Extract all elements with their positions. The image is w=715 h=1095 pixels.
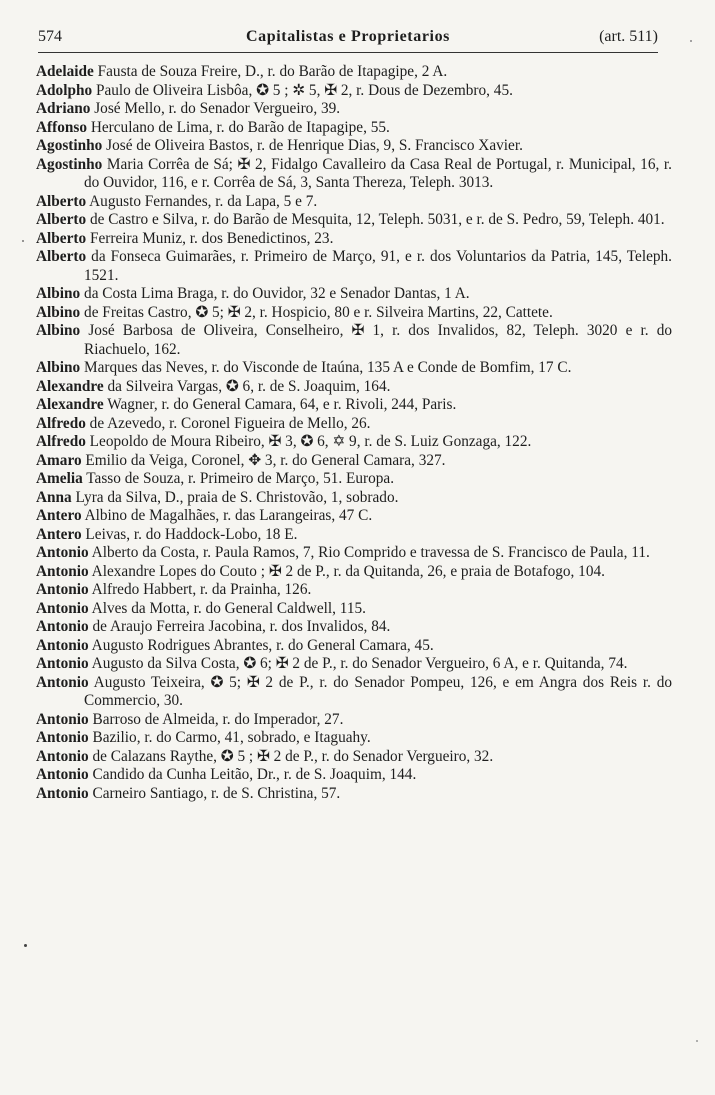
entry-details: Lyra da Silva, D., praia de S. Christovão, 1, sobrado. — [71, 488, 399, 506]
directory-entry — [36, 655, 672, 674]
entry-name: Adolpho — [36, 81, 93, 99]
entry-details: José de Oliveira Bastos, r. de Henrique Dias, 9, S. Francisco Xavier. — [102, 137, 523, 154]
entry-name: Antonio — [36, 747, 89, 765]
entry-details: Alves da Motta, r. do General Caldwell, 115. — [88, 599, 366, 617]
entry-details: da Fonseca Guimarães, r. Primeiro de Março, 91, e r. dos Voluntarios da Patria, 145, Teleph. 1521. — [84, 248, 672, 284]
paper-speck — [696, 1040, 698, 1042]
directory-entry — [36, 82, 672, 101]
directory-entry — [36, 526, 672, 545]
entry-details: da Silveira Vargas, ✪ 6, r. de S. Joaquim, 164. — [103, 377, 391, 395]
entry-details: Maria Corrêa de Sá; ✠ 2, Fidalgo Cavalleiro da Casa Real de Portugal, r. Municipal, 16, r. do Ouvidor, 116, e r. Corrêa de Sá, 3, Santa Thereza, Teleph. 3013. — [84, 155, 672, 191]
entry-name: Alberto — [36, 248, 87, 265]
entry-details: Augusto Fernandes, r. da Lapa, 5 e 7. — [86, 192, 318, 210]
directory-entry — [36, 415, 672, 434]
entry-details: Alberto da Costa, r. Paula Ramos, 7, Rio Comprido e travessa de S. Francisco de Paula, 11. — [88, 544, 650, 561]
entry-details: José Barbosa de Oliveira, Conselheiro, ✠ 1, r. dos Invalidos, 82, Teleph. 3020 e r. do Riachuelo, 162. — [80, 322, 672, 358]
directory-entry — [36, 748, 672, 767]
entry-name: Antonio — [36, 784, 89, 802]
entry-name: Antonio — [36, 729, 89, 746]
directory-entry — [36, 211, 672, 230]
entry-name: Alexandre — [36, 396, 104, 413]
entry-name: Agostinho — [36, 155, 103, 173]
directory-entry — [36, 156, 672, 193]
entry-name: Albino — [36, 322, 81, 339]
entry-details: Alexandre Lopes do Couto ; ✠ 2 de P., r. da Quitanda, 26, e praia de Botafogo, 104. — [88, 562, 605, 580]
directory-entry — [36, 193, 672, 212]
page-number: 574 — [38, 28, 62, 45]
entry-name: Amelia — [36, 470, 83, 487]
directory-entry — [36, 248, 672, 285]
entry-details: Alfredo Habbert, r. da Prainha, 126. — [88, 581, 312, 598]
directory-entry — [36, 452, 672, 471]
entry-details: Carneiro Santiago, r. de S. Christina, 57. — [88, 784, 341, 802]
directory-entry — [36, 322, 672, 359]
entry-name: Antonio — [36, 544, 89, 561]
entry-name: Antero — [36, 525, 82, 543]
directory-entry — [36, 507, 672, 526]
entry-details: Augusto da Silva Costa, ✪ 6; ✠ 2 de P., r. do Senador Vergueiro, 6 A, e r. Quitanda, 74. — [88, 655, 628, 672]
directory-entry — [36, 563, 672, 582]
entry-name: Antonio — [36, 673, 89, 691]
directory-entry — [36, 600, 672, 619]
entry-name: Alberto — [36, 211, 87, 228]
entry-name: Albino — [36, 303, 81, 321]
entry-name: Antonio — [36, 766, 89, 783]
entry-name: Alberto — [36, 229, 87, 247]
entry-name: Adelaide — [36, 63, 94, 80]
entry-details: de Calazans Raythe, ✪ 5 ; ✠ 2 de P., r. do Senador Vergueiro, 32. — [88, 747, 494, 765]
directory-entry — [36, 470, 672, 489]
entry-name: Antonio — [36, 599, 89, 617]
directory-entry — [36, 433, 672, 452]
entry-name: Albino — [36, 359, 81, 376]
entry-details: Barroso de Almeida, r. do Imperador, 27. — [88, 710, 344, 728]
directory-entry — [36, 359, 672, 378]
entry-name: Antonio — [36, 618, 89, 635]
directory-entry — [36, 100, 672, 119]
entry-name: Antero — [36, 507, 82, 524]
running-header — [38, 28, 658, 50]
entry-details: Tasso de Souza, r. Primeiro de Março, 51. Europa. — [82, 470, 395, 487]
entry-name: Alberto — [36, 192, 87, 210]
entry-details: Paulo de Oliveira Lisbôa, ✪ 5 ; ✲ 5, ✠ 2, r. Dous de Dezembro, 45. — [92, 81, 513, 99]
entry-details: de Castro e Silva, r. do Barão de Mesquita, 12, Teleph. 5031, e r. de S. Pedro, 59, Teleph. 401. — [86, 211, 665, 228]
entry-details: Marques das Neves, r. do Visconde de Itaúna, 135 A e Conde de Bomfim, 17 C. — [80, 359, 572, 376]
entry-details: Leivas, r. do Haddock-Lobo, 18 E. — [81, 525, 298, 543]
paper-speck — [22, 240, 24, 242]
directory-entry — [36, 674, 672, 711]
article-reference: (art. 511) — [599, 28, 658, 45]
entry-name: Antonio — [36, 710, 89, 728]
entry-name: Anna — [36, 488, 72, 506]
directory-entry — [36, 637, 672, 656]
entry-name: Amaro — [36, 451, 82, 469]
entry-details: de Azevedo, r. Coronel Figueira de Mello, 26. — [85, 414, 371, 432]
entry-details: Albino de Magalhães, r. das Larangeiras, 47 C. — [81, 507, 373, 524]
entry-name: Alfredo — [36, 414, 86, 432]
entry-name: Alexandre — [36, 377, 104, 395]
directory-entry — [36, 304, 672, 323]
entry-details: Candido da Cunha Leitão, Dr., r. de S. Joaquim, 144. — [88, 766, 417, 783]
entry-name: Affonso — [36, 118, 87, 136]
entry-details: Augusto Rodrigues Abrantes, r. do General Camara, 45. — [88, 636, 434, 654]
directory-entry — [36, 285, 672, 304]
page-title: Capitalistas e Proprietarios — [245, 28, 451, 45]
directory-entry — [36, 63, 672, 82]
entry-name: Adriano — [36, 100, 91, 117]
entry-details: da Costa Lima Braga, r. do Ouvidor, 32 e Senador Dantas, 1 A. — [80, 285, 470, 302]
entry-name: Antonio — [36, 562, 89, 580]
directory-entry — [36, 711, 672, 730]
directory-entry — [36, 581, 672, 600]
paper-speck — [690, 40, 692, 42]
entry-details: de Araujo Ferreira Jacobina, r. dos Invalidos, 84. — [88, 618, 391, 635]
entry-name: Antonio — [36, 581, 89, 598]
directory-entry — [36, 378, 672, 397]
entry-details: Ferreira Muniz, r. dos Benedictinos, 23. — [86, 229, 334, 247]
entry-name: Albino — [36, 285, 81, 302]
directory-entry — [36, 544, 672, 563]
entry-details: José Mello, r. do Senador Vergueiro, 39. — [90, 100, 341, 117]
entry-list — [36, 63, 672, 803]
header-rule — [38, 52, 658, 53]
entry-name: Agostinho — [36, 137, 103, 154]
entry-details: Fausta de Souza Freire, D., r. do Barão de Itapagipe, 2 A. — [93, 63, 448, 80]
entry-name: Alfredo — [36, 433, 86, 450]
directory-entry — [36, 785, 672, 804]
entry-details: Leopoldo de Moura Ribeiro, ✠ 3, ✪ 6, ✡ 9, r. de S. Luiz Gonzaga, 122. — [85, 433, 532, 450]
directory-entry — [36, 137, 672, 156]
entry-details: Bazilio, r. do Carmo, 41, sobrado, e Itaguahy. — [88, 729, 371, 746]
entry-details: Herculano de Lima, r. do Barão de Itapagipe, 55. — [87, 118, 390, 136]
directory-entry — [36, 119, 672, 138]
entry-name: Antonio — [36, 655, 89, 672]
directory-entry — [36, 766, 672, 785]
directory-entry — [36, 489, 672, 508]
directory-entry — [36, 396, 672, 415]
entry-details: Emilio da Veiga, Coronel, ✥ 3, r. do General Camara, 327. — [81, 451, 446, 469]
entry-details: Wagner, r. do General Camara, 64, e r. Rivoli, 244, Paris. — [103, 396, 457, 413]
directory-entry — [36, 618, 672, 637]
entry-details: Augusto Teixeira, ✪ 5; ✠ 2 de P., r. do Senador Pompeu, 126, e em Angra dos Reis r. do Commercio, 30. — [84, 673, 672, 709]
entry-name: Antonio — [36, 636, 89, 654]
paper-speck — [24, 944, 27, 947]
entry-details: de Freitas Castro, ✪ 5; ✠ 2, r. Hospicio, 80 e r. Silveira Martins, 22, Cattete. — [80, 303, 553, 321]
directory-entry — [36, 729, 672, 748]
directory-entry — [36, 230, 672, 249]
